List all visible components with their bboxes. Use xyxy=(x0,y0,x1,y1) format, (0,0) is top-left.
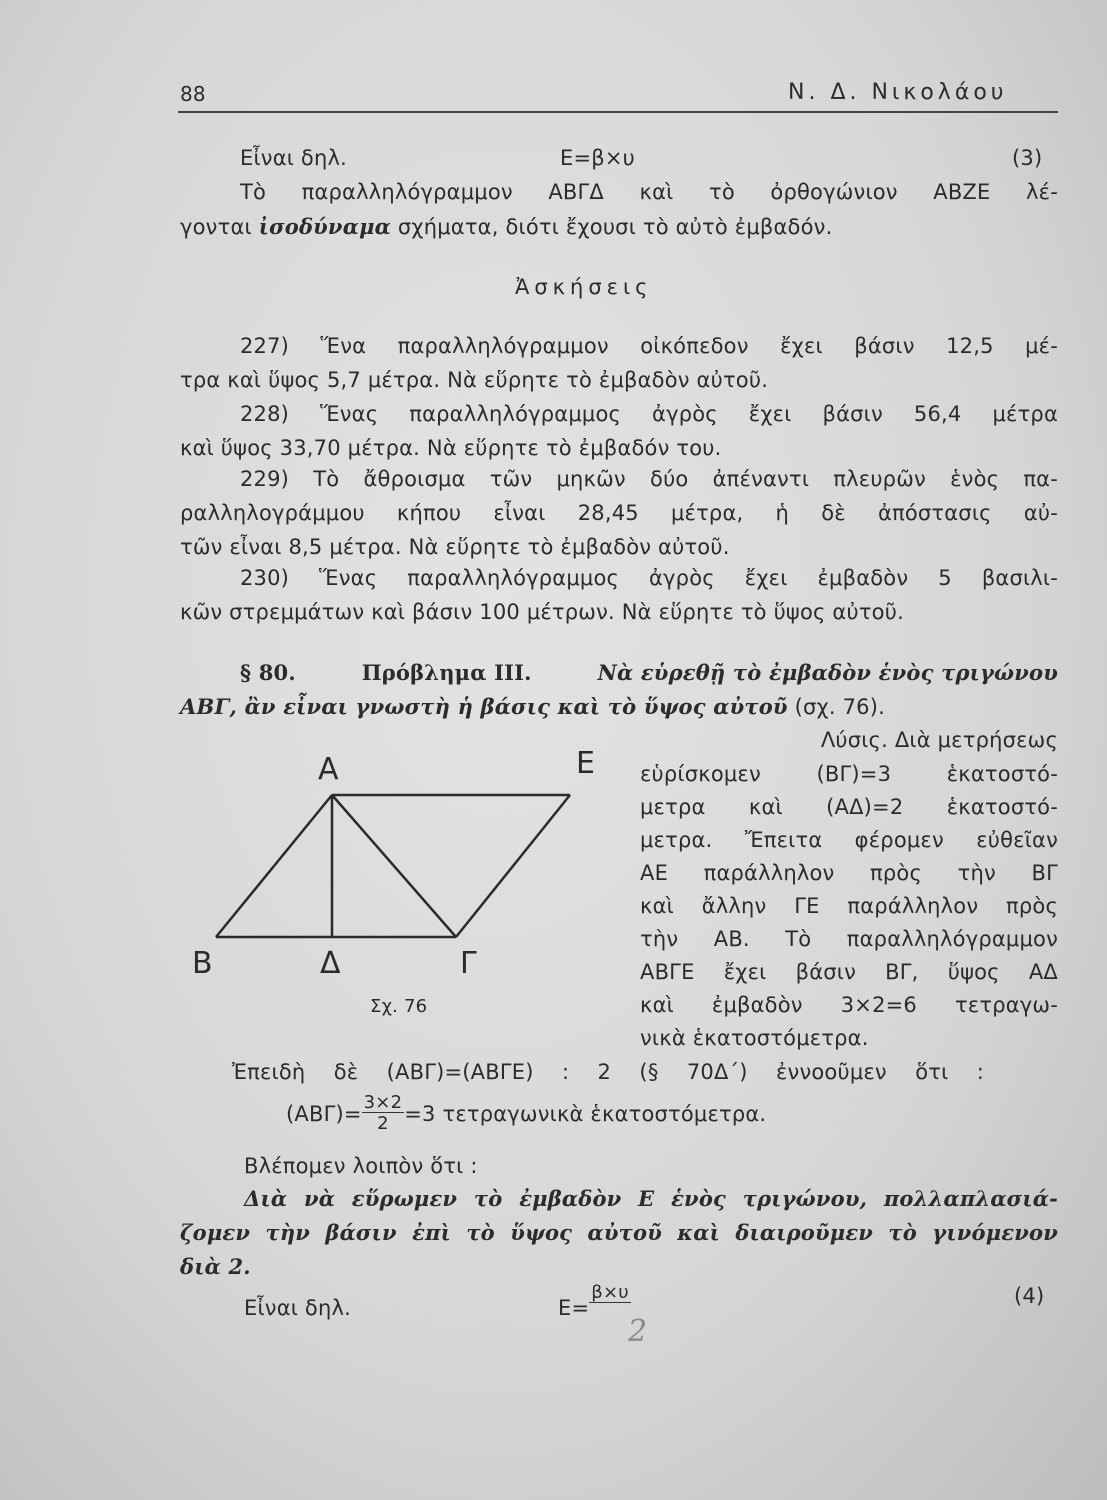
exercise-line: ραλληλογράμμου κήπου εἶναι 28,45 μέτρα, ἡ δὲ ἀπόστασις αὐ- xyxy=(180,501,1058,525)
vertex-label-d: Δ xyxy=(320,946,341,981)
rule-statement: ζομεν τὴν βάσιν ἐπὶ τὸ ὕψος αὐτοῦ καὶ διαιροῦμεν τὸ γινόμενον xyxy=(180,1220,1058,1245)
exercise-line: 230) Ἕνας παραλληλόγραμμος ἀγρὸς ἔχει ἐμβαδὸν 5 βασιλι- xyxy=(240,566,1058,590)
exercise-line: τῶν εἶναι 8,5 μέτρα. Νὰ εὕρητε τὸ ἐμβαδὸν αὐτοῦ. xyxy=(180,535,730,559)
header-rule xyxy=(178,111,1058,113)
pencil-annotation: 2 xyxy=(628,1314,648,1349)
solution-line: καὶ ἐμβαδὸν 3×2=6 τετραγω- xyxy=(640,993,1058,1017)
rule-statement: Διὰ νὰ εὕρωμεν τὸ ἐμβαδὸν Ε ἑνὸς τριγώνου, πολλαπλασιά- xyxy=(244,1186,1058,1211)
solution-line: μετρα καὶ (ΑΔ)=2 ἑκατοστό- xyxy=(640,795,1058,819)
page-number: 88 xyxy=(180,82,206,106)
exercise-line: καὶ ὕψος 33,70 μέτρα. Νὰ εὕρητε τὸ ἐμβαδόν του. xyxy=(180,436,722,460)
figure-reference: (σχ. 76). xyxy=(794,695,885,719)
vertex-label-e: Ε xyxy=(576,746,595,781)
emphasis-term: ἰσοδύναμα xyxy=(258,214,391,239)
figure-76 xyxy=(180,740,620,1040)
text-line: Ἐπειδὴ δὲ (ΑΒΓ)=(ΑΒΓΕ) : 2 (§ 70Δ΄) ἐννοοῦμεν ὅτι : xyxy=(232,1060,984,1084)
formula-lhs: (ΑΒΓ)= xyxy=(286,1101,362,1126)
running-title: Ν. Δ. Νικολάου xyxy=(788,80,1008,105)
vertex-label-a: Α xyxy=(318,752,339,787)
segment-GE xyxy=(456,795,570,937)
solution-line: καὶ ἄλλην ΓΕ παράλληλον πρὸς xyxy=(640,894,1058,918)
text-span: γονται xyxy=(180,215,252,239)
equation-formula xyxy=(558,1284,631,1320)
problem-heading-line2 xyxy=(180,694,885,719)
solution-line: ΑΒΓΕ ἔχει βάσιν ΒΓ, ὕψος ΑΔ xyxy=(640,960,1058,984)
solution-line: τὴν ΑΒ. Τὸ παραλληλόγραμμον xyxy=(640,927,1058,951)
problem-title: ΑΒΓ, ἂν εἶναι γνωστὴ ἡ βάσις καὶ τὸ ὕψος αὐτοῦ xyxy=(180,694,788,719)
solution-line: νικὰ ἑκατοστόμετρα. xyxy=(640,1026,869,1050)
exercise-line: 227) Ἕνα παραλληλόγραμμον οἰκόπεδον ἔχει βάσιν 12,5 μέ- xyxy=(240,334,1058,358)
fraction-numerator: β×υ xyxy=(591,1282,629,1303)
exercise-line: 229) Τὸ ἄθροισμα τῶν μηκῶν δύο ἀπέναντι πλευρῶν ἑνὸς πα- xyxy=(240,467,1058,491)
equation-line-left: Εἶναι δηλ. xyxy=(240,146,347,170)
section-number: § 80. xyxy=(240,660,296,685)
figure-caption: Σχ. 76 xyxy=(370,996,428,1017)
solution-line: εὑρίσκομεν (ΒΓ)=3 ἑκατοστό- xyxy=(640,762,1058,786)
fraction xyxy=(362,1094,405,1133)
segment-AB xyxy=(216,795,332,937)
text-line: Βλέπομεν λοιπὸν ὅτι : xyxy=(244,1154,478,1178)
equation-line-left: Εἶναι δηλ. xyxy=(244,1296,351,1320)
exercise-line: κῶν στρεμμάτων καὶ βάσιν 100 μέτρων. Νὰ εὕρητε τὸ ὕψος αὐτοῦ. xyxy=(180,600,904,624)
problem-heading xyxy=(240,660,1058,685)
equation-number: (3) xyxy=(1012,146,1043,170)
fraction xyxy=(589,1284,631,1303)
fraction-numerator: 3×2 xyxy=(363,1092,403,1113)
exercise-line: τρα καὶ ὕψος 5,7 μέτρα. Νὰ εὕρητε τὸ ἐμβαδὸν αὐτοῦ. xyxy=(180,368,769,392)
fraction-denominator: 2 xyxy=(377,1113,389,1134)
vertex-label-b: Β xyxy=(192,946,213,981)
vertex-label-g: Γ xyxy=(460,946,477,981)
formula-rhs: =3 τετραγωνικὰ ἑκατοστόμετρα. xyxy=(404,1101,767,1126)
equation-number: (4) xyxy=(1014,1284,1045,1308)
section-heading: Ἀσκήσεις xyxy=(515,275,653,299)
problem-label: Πρόβλημα III. xyxy=(361,660,532,685)
segment-AG xyxy=(332,795,456,937)
text-span: σχήματα, διότι ἔχουσι τὸ αὐτὸ ἐμβαδόν. xyxy=(397,215,833,239)
equation-formula: Ε=β×υ xyxy=(560,146,636,170)
rule-statement: διὰ 2. xyxy=(180,1254,251,1279)
solution-line: μετρα. Ἔπειτα φέρομεν εὐθεῖαν xyxy=(640,828,1058,852)
solution-line: ΑΕ παράλληλον πρὸς τὴν ΒΓ xyxy=(640,861,1058,885)
problem-title: Νὰ εὑρεθῇ τὸ ἐμβαδὸν ἑνὸς τριγώνου xyxy=(597,660,1058,685)
solution-line: Λύσις. Διὰ μετρήσεως xyxy=(820,728,1058,752)
text-line xyxy=(180,214,832,239)
text-line: Τὸ παραλληλόγραμμον ΑΒΓΔ καὶ τὸ ὀρθογώνιον ΑΒΖΕ λέ- xyxy=(240,180,1058,204)
formula-line xyxy=(286,1094,766,1133)
formula-lhs: Ε= xyxy=(558,1296,590,1320)
exercise-line: 228) Ἕνας παραλληλόγραμμος ἀγρὸς ἔχει βάσιν 56,4 μέτρα xyxy=(240,402,1058,426)
